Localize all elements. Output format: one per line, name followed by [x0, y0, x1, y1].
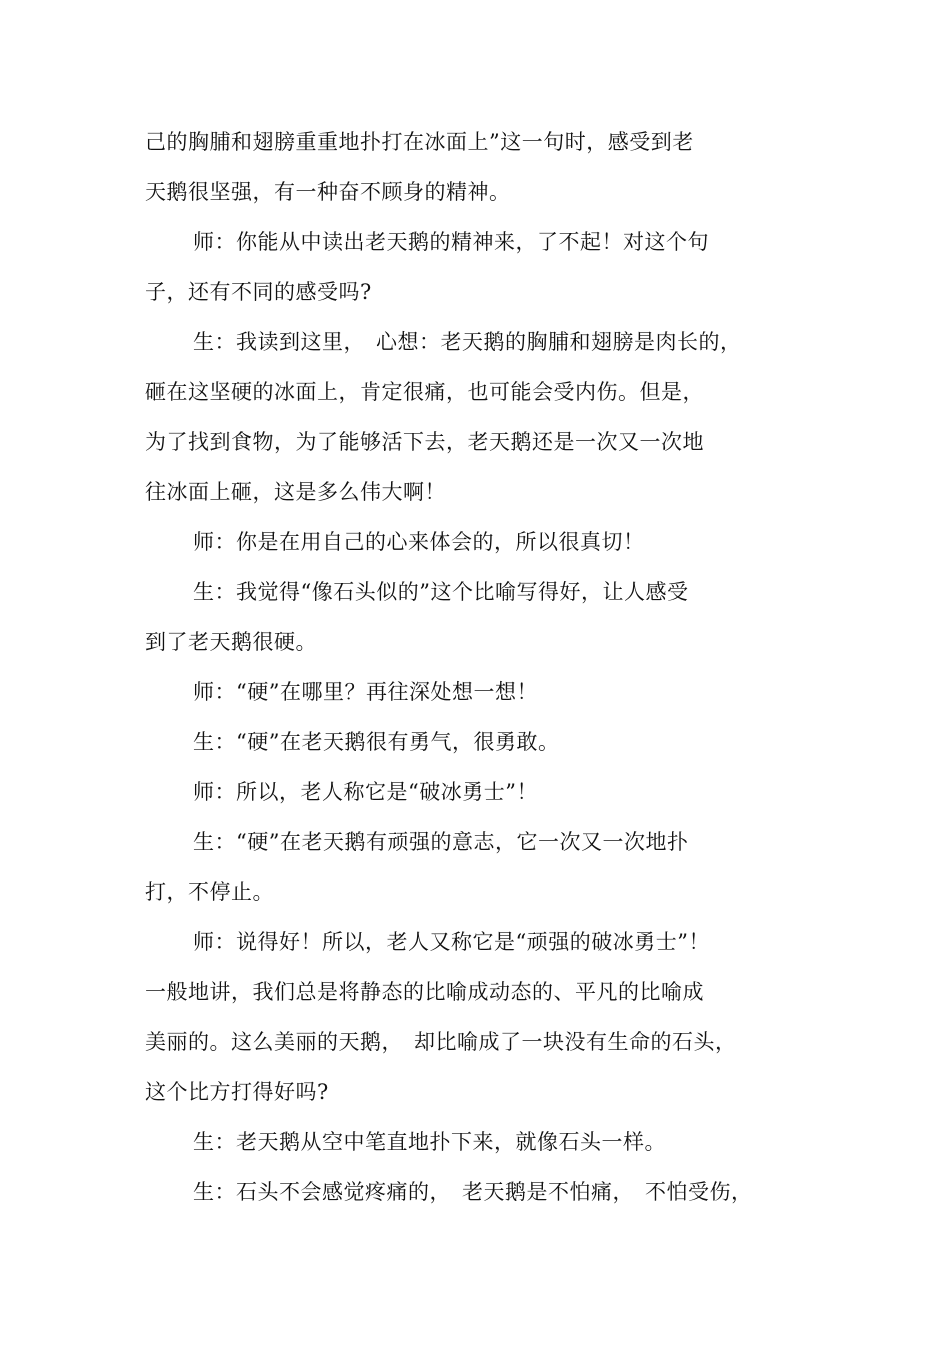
- text-line: 这个比方打得好吗?: [145, 1080, 329, 1104]
- text-line: 生：我觉得“像石头似的”这个比喻写得好，让人感受: [193, 580, 689, 604]
- text-line: 师：所以，老人称它是“破冰勇士”！: [193, 780, 538, 804]
- text-line: 生：“硬”在老天鹅很有勇气，很勇敢。: [193, 730, 560, 754]
- text-line: 师：你能从中读出老天鹅的精神来，了不起！对这个句: [193, 230, 709, 254]
- text-line: 往冰面上砸，这是多么伟大啊！: [145, 480, 446, 504]
- text-line: 己的胸脯和翅膀重重地扑打在冰面上”这一句时，感受到老: [145, 130, 694, 154]
- text-line: 生：“硬”在老天鹅有顽强的意志，它一次又一次地扑: [193, 830, 689, 854]
- text-line: 生：我读到这里， 心想：老天鹅的胸脯和翅膀是肉长的，: [193, 330, 742, 354]
- text-line: 生：老天鹅从空中笔直地扑下来，就像石头一样。: [193, 1130, 666, 1154]
- text-line: 生：石头不会感觉疼痛的， 老天鹅是不怕痛， 不怕受伤，: [193, 1180, 753, 1204]
- text-line: 师：你是在用自己的心来体会的，所以很真切！: [193, 530, 645, 554]
- text-line: 为了找到食物，为了能够活下去，老天鹅还是一次又一次地: [145, 430, 704, 454]
- text-line: 子，还有不同的感受吗?: [145, 280, 372, 304]
- text-line: 美丽的。这么美丽的天鹅， 却比喻成了一块没有生命的石头，: [145, 1030, 737, 1054]
- text-line: 一般地讲，我们总是将静态的比喻成动态的、平凡的比喻成: [145, 980, 704, 1004]
- text-line: 打，不停止。: [145, 880, 274, 904]
- text-line: 师：“硬”在哪里？再往深处想一想！: [193, 680, 538, 704]
- text-line: 天鹅很坚强，有一种奋不顾身的精神。: [145, 180, 511, 204]
- text-line: 师：说得好！所以，老人又称它是“顽强的破冰勇士”！: [193, 930, 710, 954]
- text-line: 到了老天鹅很硬。: [145, 630, 317, 654]
- text-line: 砸在这坚硬的冰面上，肯定很痛，也可能会受内伤。但是，: [145, 380, 704, 404]
